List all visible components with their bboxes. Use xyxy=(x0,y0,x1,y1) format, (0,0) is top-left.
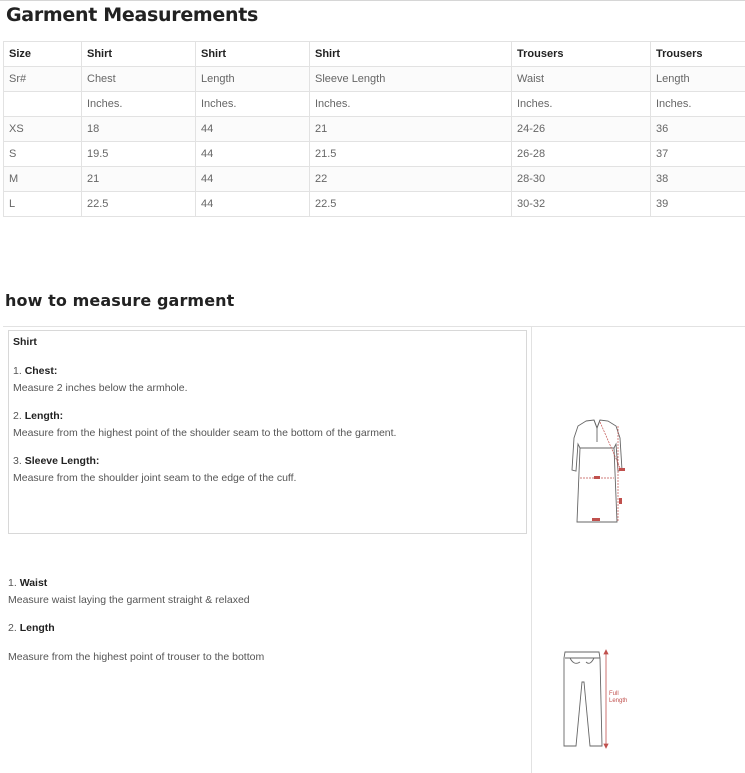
table-cell: Inches. xyxy=(310,92,512,117)
table-cell: Inches. xyxy=(651,92,745,117)
item-label: Length xyxy=(19,622,55,634)
table-cell: 38 xyxy=(651,167,745,192)
table-cell: 37 xyxy=(651,142,745,167)
trouser-diagram-icon xyxy=(558,648,610,752)
table-cell: Chest xyxy=(82,67,196,92)
full-length-label-line: Full xyxy=(609,691,619,697)
table-cell: 22 xyxy=(310,167,512,192)
measurements-table xyxy=(3,41,745,217)
table-header-row xyxy=(4,42,745,67)
table-cell: 28-30 xyxy=(512,167,651,192)
item-label: Waist xyxy=(19,577,48,589)
table-row xyxy=(4,67,745,92)
table-cell: Sleeve Length xyxy=(310,67,512,92)
table-cell xyxy=(4,92,82,117)
table-cell: Inches. xyxy=(196,92,310,117)
table-cell: 44 xyxy=(196,117,310,142)
table-cell: 26-28 xyxy=(512,142,651,167)
table-cell: Waist xyxy=(512,67,651,92)
table-row xyxy=(4,192,745,217)
shirt-item-description: Measure from the highest point of the shoulder seam to the bottom of the garment. xyxy=(13,427,397,439)
shirt-item-heading xyxy=(13,455,99,467)
trouser-item-description: Measure waist laying the garment straight & relaxed xyxy=(8,594,250,606)
table-cell: 22.5 xyxy=(82,192,196,217)
table-cell: 22.5 xyxy=(310,192,512,217)
top-divider xyxy=(0,0,745,1)
column-divider xyxy=(531,326,532,773)
item-label: Chest: xyxy=(24,365,58,377)
table-cell: 21 xyxy=(310,117,512,142)
header-cell: Trousers xyxy=(651,42,745,67)
header-cell: Shirt xyxy=(196,42,310,67)
shirt-section-title: Shirt xyxy=(13,336,37,348)
table-cell: Inches. xyxy=(82,92,196,117)
table-cell: L xyxy=(4,192,82,217)
table-cell: Sr# xyxy=(4,67,82,92)
table-cell: S xyxy=(4,142,82,167)
item-number: 2. xyxy=(8,622,17,634)
table-row xyxy=(4,92,745,117)
header-cell: Shirt xyxy=(310,42,512,67)
table-cell: Inches. xyxy=(512,92,651,117)
trouser-item-description: Measure from the highest point of trouser to the bottom xyxy=(8,651,265,663)
table-row xyxy=(4,167,745,192)
table-cell: 36 xyxy=(651,117,745,142)
table-row xyxy=(4,117,745,142)
item-label: Sleeve Length: xyxy=(24,455,100,467)
trouser-item-heading xyxy=(8,577,47,589)
item-number: 1. xyxy=(8,577,17,589)
table-cell: Length xyxy=(651,67,745,92)
table-cell: 24-26 xyxy=(512,117,651,142)
table-cell: 19.5 xyxy=(82,142,196,167)
table-cell: M xyxy=(4,167,82,192)
table-cell: 39 xyxy=(651,192,745,217)
table-cell: 44 xyxy=(196,142,310,167)
section-divider xyxy=(3,326,745,327)
trouser-item-heading xyxy=(8,622,55,634)
header-cell: Trousers xyxy=(512,42,651,67)
item-number: 3. xyxy=(13,455,22,467)
table-cell: 44 xyxy=(196,192,310,217)
table-cell: Length xyxy=(196,67,310,92)
table-cell: 44 xyxy=(196,167,310,192)
page-title: Garment Measurements xyxy=(6,4,259,26)
shirt-item-description: Measure 2 inches below the armhole. xyxy=(13,382,188,394)
shirt-item-heading xyxy=(13,410,63,422)
item-number: 2. xyxy=(13,410,22,422)
item-label: Length: xyxy=(24,410,64,422)
table-cell: 30-32 xyxy=(512,192,651,217)
shirt-diagram-icon xyxy=(566,418,628,528)
shirt-item-description: Measure from the shoulder joint seam to the edge of the cuff. xyxy=(13,472,297,484)
how-to-heading: how to measure garment xyxy=(5,291,235,310)
table-cell: 21.5 xyxy=(310,142,512,167)
table-cell: 21 xyxy=(82,167,196,192)
header-cell: Shirt xyxy=(82,42,196,67)
shirt-item-heading xyxy=(13,365,57,377)
table-cell: 18 xyxy=(82,117,196,142)
table-cell: XS xyxy=(4,117,82,142)
table-row xyxy=(4,142,745,167)
item-number: 1. xyxy=(13,365,22,377)
full-length-label-line: Length xyxy=(609,698,628,704)
full-length-label xyxy=(609,691,627,705)
header-cell: Size xyxy=(4,42,82,67)
